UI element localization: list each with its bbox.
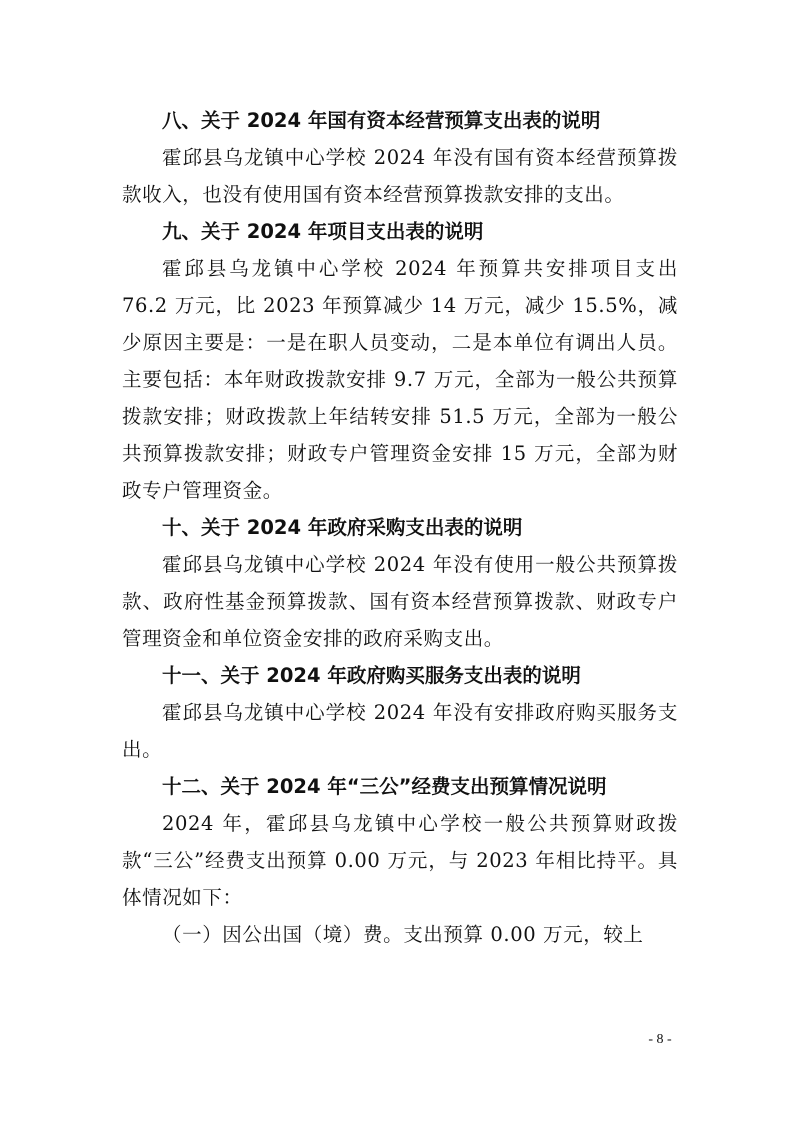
section-9 bbox=[122, 213, 678, 509]
section-heading: 十一、关于 2024 年政府购买服务支出表的说明 bbox=[162, 664, 581, 687]
section-heading: 九、关于 2024 年项目支出表的说明 bbox=[162, 220, 484, 243]
section-paragraph: 霍邱县乌龙镇中心学校 2024 年预算共安排项目支出 76.2 万元，比 2023 年预算减少 14 万元，减少 15.5%，减少原因主要是：一是在职人员变动，二是本单位有调出人员。主要包括：本年财政拨款安排 9.7 万元，全部为一般公共预算拨款安排；财政拨款上年结转安排 51.5 万元，全部为一般公共预算拨款安排；财政专户管理资金安排 15 万元，全部为财政专户管理资金。 bbox=[122, 257, 678, 502]
section-paragraph: 霍邱县乌龙镇中心学校 2024 年没有国有资本经营预算拨款收入，也没有使用国有资本经营预算拨款安排的支出。 bbox=[122, 146, 678, 206]
section-12 bbox=[122, 768, 678, 953]
section-heading: 八、关于 2024 年国有资本经营预算支出表的说明 bbox=[162, 109, 601, 132]
section-heading: 十、关于 2024 年政府采购支出表的说明 bbox=[162, 516, 523, 539]
section-11 bbox=[122, 657, 678, 768]
section-paragraph: 2024 年，霍邱县乌龙镇中心学校一般公共预算财政拨款“三公”经费支出预算 0.00 万元，与 2023 年相比持平。具体情况如下： bbox=[122, 812, 678, 909]
section-paragraph: 霍邱县乌龙镇中心学校 2024 年没有安排政府购买服务支出。 bbox=[122, 701, 678, 761]
page-number: - 8 - bbox=[648, 1032, 672, 1047]
section-8 bbox=[122, 102, 678, 213]
section-heading: 十二、关于 2024 年“三公”经费支出预算情况说明 bbox=[162, 775, 607, 798]
section-paragraph: 霍邱县乌龙镇中心学校 2024 年没有使用一般公共预算拨款、政府性基金预算拨款、国有资本经营预算拨款、财政专户管理资金和单位资金安排的政府采购支出。 bbox=[122, 553, 678, 650]
section-10 bbox=[122, 509, 678, 657]
section-paragraph: （一）因公出国（境）费。支出预算 0.00 万元，较上 bbox=[162, 923, 644, 946]
document-body bbox=[122, 102, 678, 953]
